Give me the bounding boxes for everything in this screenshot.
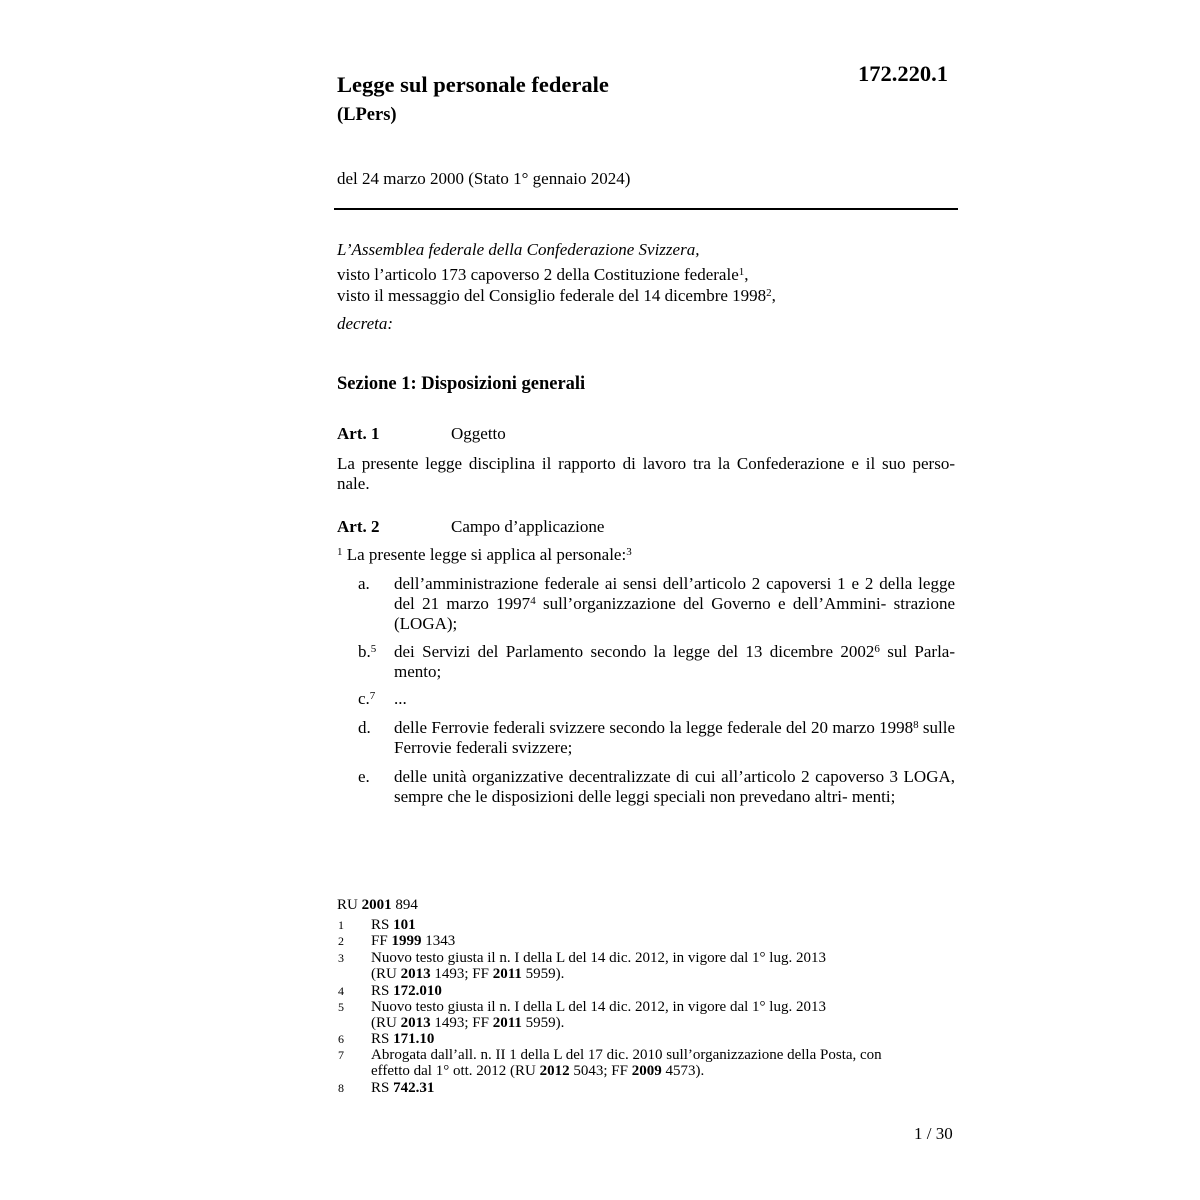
footnote-text-cont: (RU 2013 1493; FF 2011 5959). — [371, 1015, 565, 1031]
official-collection-ref: RU 2001 894 — [337, 897, 418, 913]
list-item-letter: b.$^5$ — [358, 642, 377, 661]
preamble-assembly: L’Assemblea federale della Confederazione Svizzera, — [337, 240, 700, 259]
list-item: dell’amministrazione federale ai sensi dell’articolo 2 capoversi 1 e 2 della legge del 21 marzo 1997$^4$ sull’organizzazione del Governo e dell’Ammini- strazione (LOGA); — [394, 574, 955, 633]
preamble-line-constitution: visto l’articolo 173 capoverso 2 della Costituzione federale$^1$, — [337, 265, 749, 284]
list-item: ... — [394, 689, 407, 708]
article-paragraph: $^1$ La presente legge si applica al personale:$^3$ — [337, 545, 632, 564]
list-item: delle Ferrovie federali svizzere secondo la legge federale del 20 marzo 1998$^8$ sulle Ferrovie federali svizzere; — [394, 718, 956, 757]
footnote-ref[interactable]: 7 — [369, 690, 376, 702]
footnote-ref[interactable]: 8 — [913, 719, 919, 731]
list-item-letter: e. — [358, 767, 370, 786]
article-number: Art. 1 — [337, 424, 380, 443]
footnote-number: 8 — [338, 1081, 344, 1095]
law-title: Legge sul personale federale — [337, 72, 609, 97]
page-number: 1 / 30 — [914, 1124, 953, 1143]
footnote-text-cont: effetto dal 1° ott. 2012 (RU 2012 5043; FF 2009 4573). — [371, 1063, 705, 1079]
footnote-text: RS 742.31 — [371, 1080, 435, 1096]
footnote-ref[interactable]: 1 — [738, 266, 745, 278]
date-line: del 24 marzo 2000 (Stato 1° gennaio 2024) — [337, 169, 631, 188]
preamble-line-message: visto il messaggio del Consiglio federale del 14 dicembre 1998$^2$, — [337, 286, 776, 305]
article-title: Campo d’applicazione — [451, 517, 605, 536]
footnote-number: 7 — [338, 1048, 344, 1062]
section-heading: Sezione 1: Disposizioni generali — [337, 374, 586, 394]
footnote-text: RS 101 — [371, 917, 416, 933]
paragraph-number: 1 — [337, 546, 343, 558]
preamble-decree: decreta: — [337, 314, 394, 333]
list-item-letter: d. — [358, 718, 371, 737]
footnote-text: FF 1999 1343 — [371, 933, 456, 949]
footnote-ref[interactable]: 6 — [874, 643, 880, 655]
footnote-ref[interactable]: 3 — [626, 546, 632, 558]
footnote-number: 3 — [338, 951, 344, 965]
footnote-number: 2 — [338, 934, 344, 948]
footnote-ref[interactable]: 4 — [530, 595, 536, 607]
footnote-number: 5 — [338, 1000, 344, 1014]
sr-number: 172.220.1 — [858, 61, 948, 86]
footnote-number: 1 — [338, 918, 344, 932]
footnote-text: Nuovo testo giusta il n. I della L del 14 dic. 2012, in vigore dal 1° lug. 2013 — [371, 950, 826, 966]
footnote-ref[interactable]: 2 — [766, 287, 772, 299]
footnote-text-cont: (RU 2013 1493; FF 2011 5959). — [371, 966, 565, 982]
list-item: dei Servizi del Parlamento secondo la legge del 13 dicembre 2002$^6$ sul Parla- mento; — [394, 642, 955, 681]
footnote-text: RS 172.010 — [371, 983, 442, 999]
footnote-text: Nuovo testo giusta il n. I della L del 14 dic. 2012, in vigore dal 1° lug. 2013 — [371, 999, 826, 1015]
list-item-letter: c.$^7$ — [358, 689, 376, 708]
header-divider — [334, 208, 958, 210]
article-title: Oggetto — [451, 424, 506, 443]
article-text: La presente legge disciplina il rapporto di lavoro tra la Confederazione e il suo perso- nale. — [337, 454, 955, 493]
article-number: Art. 2 — [337, 517, 380, 536]
footnote-ref[interactable]: 5 — [370, 643, 377, 655]
footnote-text: RS 171.10 — [371, 1031, 435, 1047]
list-item: delle unità organizzative decentralizzate di cui all’articolo 2 capoverso 3 LOGA, sempre che le disposizioni delle leggi speciali non prevedano altri- menti; — [394, 767, 955, 806]
list-item-letter: a. — [358, 574, 370, 593]
footnote-number: 4 — [338, 984, 344, 998]
footnote-text: Abrogata dall’all. n. II 1 della L del 17 dic. 2010 sull’organizzazione della Posta, con — [371, 1047, 882, 1063]
law-abbreviation: (LPers) — [337, 105, 397, 125]
footnote-number: 6 — [338, 1032, 344, 1046]
